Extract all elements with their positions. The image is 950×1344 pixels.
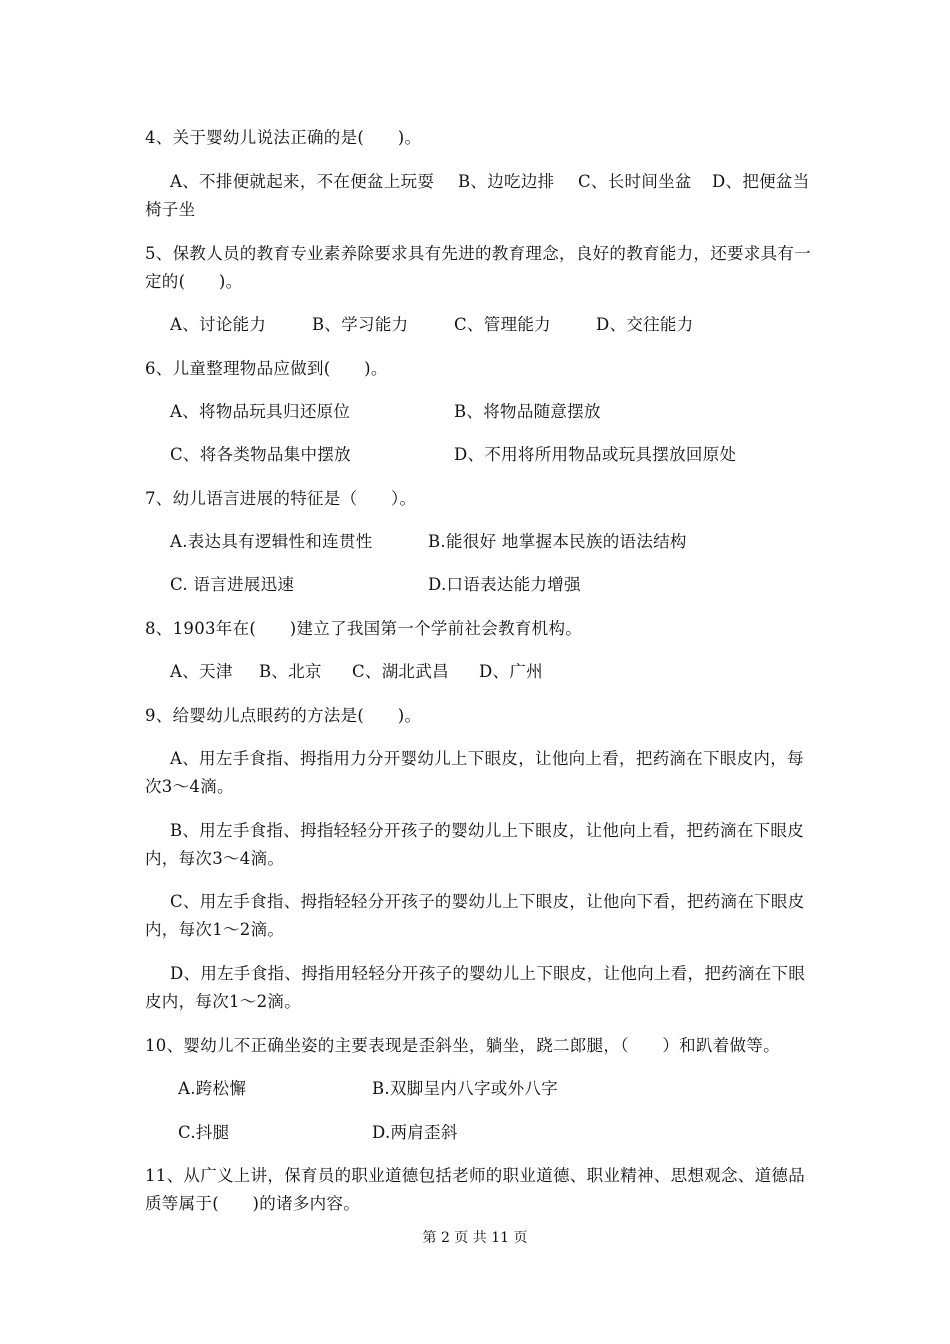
- question-9-option-a-line-2: 次3～4滴。: [145, 777, 234, 796]
- question-5-option-a: A、讨论能力: [170, 315, 267, 334]
- question-6-option-b: B、将物品随意摆放: [454, 402, 601, 421]
- question-11-stem-line-1: 11、从广义上讲，保育员的职业道德包括老师的职业道德、职业精神、思想观念、道德品: [145, 1166, 805, 1185]
- question-5-stem-line-2: 定的( )。: [145, 272, 243, 291]
- question-7-option-d: D.口语表达能力增强: [428, 575, 581, 594]
- question-4-option-continuation: 椅子坐: [145, 200, 196, 219]
- question-5-option-b: B、学习能力: [312, 315, 409, 334]
- question-7-option-b: B.能很好 地掌握本民族的语法结构: [428, 532, 687, 551]
- question-8-stem: 8、1903年在( )建立了我国第一个学前社会教育机构。: [145, 619, 583, 638]
- question-9-option-d-line-2: 皮内，每次1～2滴。: [145, 992, 301, 1011]
- question-9-option-d-line-1: D、用左手食指、拇指用轻轻分开孩子的婴幼儿上下眼皮，让他向上看，把药滴在下眼: [170, 964, 806, 983]
- question-4-option-b: B、边吃边排: [458, 172, 555, 191]
- question-5-option-d: D、交往能力: [596, 315, 694, 334]
- question-9-option-a-line-1: A、用左手食指、拇指用力分开婴幼儿上下眼皮，让他向上看，把药滴在下眼皮内，每: [170, 749, 804, 768]
- question-5-stem-line-1: 5、保教人员的教育专业素养除要求具有先进的教育理念，良好的教育能力，还要求具有一: [145, 244, 811, 263]
- question-10-option-d: D.两肩歪斜: [372, 1123, 458, 1142]
- question-10-option-c: C.抖腿: [178, 1123, 230, 1142]
- question-10-stem: 10、婴幼儿不正确坐姿的主要表现是歪斜坐，躺坐，跷二郎腿，（ ）和趴着做等。: [145, 1036, 780, 1055]
- question-10-option-b: B.双脚呈内八字或外八字: [372, 1079, 558, 1098]
- question-7-stem: 7、幼儿语言进展的特征是（ ）。: [145, 489, 417, 508]
- question-6-stem: 6、儿童整理物品应做到( )。: [145, 359, 388, 378]
- question-9-option-c-line-2: 内，每次1～2滴。: [145, 920, 285, 939]
- question-10-option-a: A.跨松懈: [178, 1079, 247, 1098]
- question-8-option-a: A、天津: [170, 662, 233, 681]
- question-4-stem: 4、关于婴幼儿说法正确的是( )。: [145, 128, 422, 147]
- question-4-option-c: C、长时间坐盆: [578, 172, 692, 191]
- question-7-option-a: A.表达具有逻辑性和连贯性: [170, 532, 373, 551]
- question-11-stem-line-2: 质等属于( )的诸多内容。: [145, 1194, 361, 1213]
- question-4-option-d: D、把便盆当: [712, 172, 810, 191]
- question-4-option-a: A、不排便就起来，不在便盆上玩耍: [170, 172, 435, 191]
- question-8-option-d: D、广州: [479, 662, 543, 681]
- question-9-option-b-line-2: 内，每次3～4滴。: [145, 849, 285, 868]
- question-8-option-c: C、湖北武昌: [352, 662, 449, 681]
- question-8-option-b: B、北京: [259, 662, 322, 681]
- question-6-option-d: D、不用将所用物品或玩具摆放回原处: [454, 445, 737, 464]
- question-6-option-c: C、将各类物品集中摆放: [170, 445, 351, 464]
- question-5-option-c: C、管理能力: [454, 315, 551, 334]
- question-9-option-b-line-1: B、用左手食指、拇指轻轻分开孩子的婴幼儿上下眼皮，让他向上看，把药滴在下眼皮: [170, 821, 805, 840]
- question-6-option-a: A、将物品玩具归还原位: [170, 402, 351, 421]
- page-number-footer: 第 2 页 共 11 页: [422, 1230, 528, 1246]
- question-9-option-c-line-1: C、用左手食指、拇指轻轻分开孩子的婴幼儿上下眼皮，让他向下看，把药滴在下眼皮: [170, 892, 805, 911]
- question-9-stem: 9、给婴幼儿点眼药的方法是( )。: [145, 706, 422, 725]
- question-7-option-c: C. 语言进展迅速: [170, 575, 295, 594]
